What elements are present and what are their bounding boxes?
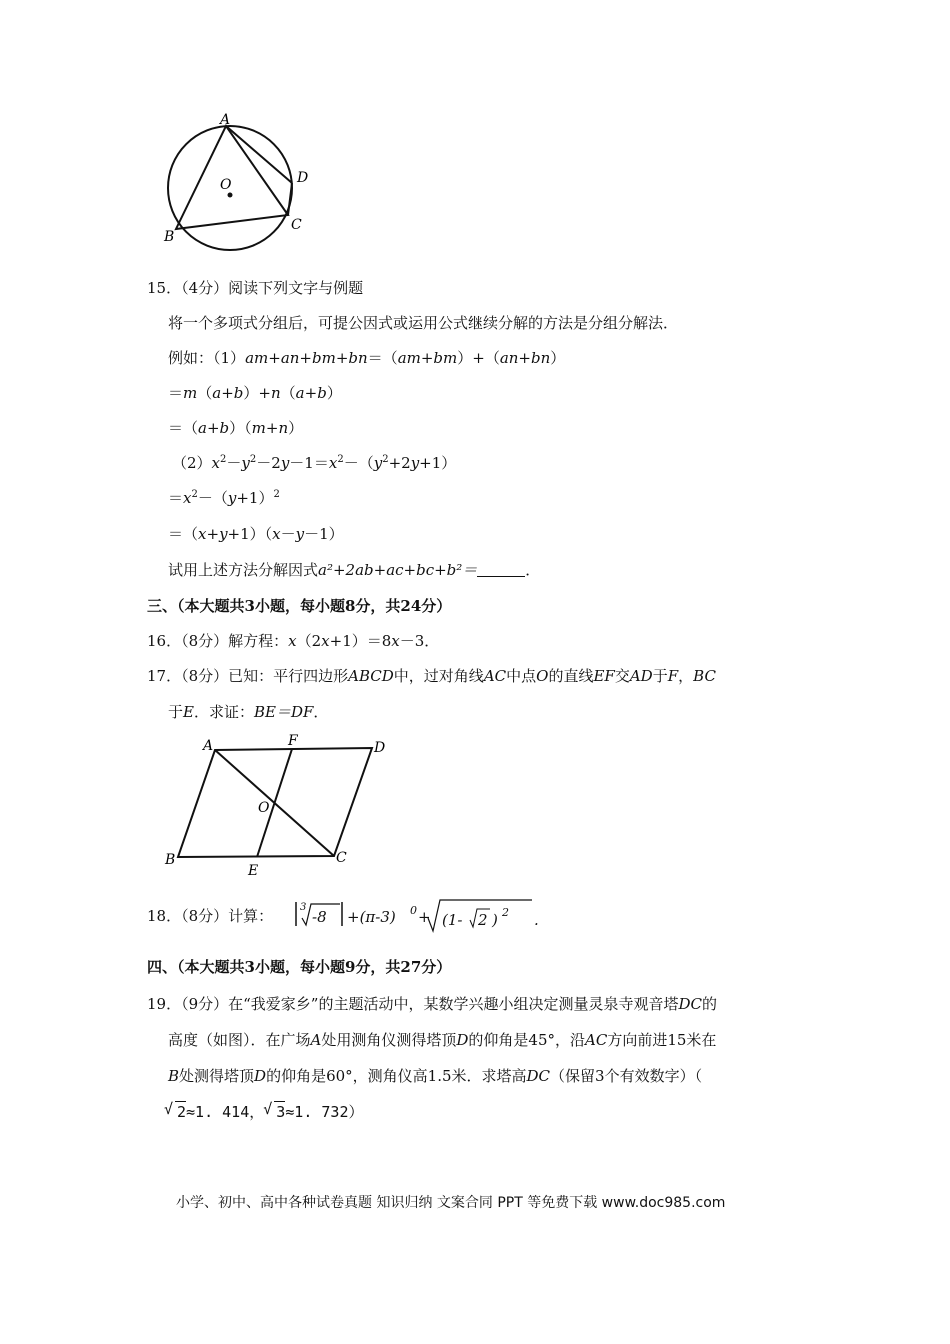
q17-number: 17． xyxy=(147,667,182,685)
q15-intro: 将一个多项式分组后，可提公因式或运用公式继续分解的方法是分组分解法． xyxy=(168,314,679,332)
q15-points: （4分） xyxy=(181,279,229,297)
svg-text:2: 2 xyxy=(478,911,488,929)
q17-proof: BE＝DF xyxy=(253,703,314,721)
q17-points: （8分） xyxy=(181,667,229,685)
fig17-label-c: C xyxy=(336,850,347,866)
q18-expression xyxy=(292,896,552,936)
q17-abcd: ABCD xyxy=(348,667,394,685)
q17-text-h: ．求证： xyxy=(193,703,254,721)
q19-points: （9分） xyxy=(181,995,229,1013)
q15-ask-expr: a²+2ab+ac+bc+b²＝ xyxy=(318,561,478,579)
q16-points: （8分） xyxy=(181,632,229,650)
q17-f: F xyxy=(667,667,679,685)
q15-ex1-group1: am+bm xyxy=(397,349,458,367)
fig14-label-o: O xyxy=(220,177,232,193)
q19-text-2d: 方向前进15米在 xyxy=(607,1031,717,1049)
q19-d: D xyxy=(456,1031,469,1049)
svg-text:+: + xyxy=(418,908,431,926)
q17-line2 xyxy=(168,702,328,722)
fig17-label-o: O xyxy=(258,800,270,816)
q17-ef: EF xyxy=(593,667,615,685)
q15-example-prefix: 例如： xyxy=(168,349,214,367)
q17-o: O xyxy=(536,667,549,685)
q17-ad: AD xyxy=(629,667,653,685)
q15-example-1-step3: ＝（a+b）（m+n） xyxy=(168,419,304,437)
section4-title: 四、（本大题共3小题，每小题9分，共27分） xyxy=(147,958,452,976)
q17-e: E xyxy=(183,703,194,721)
q18 xyxy=(147,906,273,926)
q15-ex2-label: （2） xyxy=(172,454,212,472)
q15-example-2-step2: $=x^2-(y+1)^2$ xyxy=(168,489,280,507)
q19-text-1-end: 的 xyxy=(702,995,718,1013)
q19-line2 xyxy=(168,1030,716,1050)
svg-text:2: 2 xyxy=(502,906,509,919)
q19-ac: AC xyxy=(585,1031,608,1049)
q15-example-2: $(2)x^2-y^2-2y-1=x^2-(y^2+2y+1)$ xyxy=(172,454,457,472)
q15-ex1-term-am: am xyxy=(245,349,269,367)
q18-number: 18． xyxy=(147,907,182,925)
q15-ex1-term-bm: bm xyxy=(312,349,336,367)
circle-triangle-figure xyxy=(160,110,320,260)
q15-ask-end: ． xyxy=(525,561,541,579)
q15-ask-text: 试用上述方法分解因式 xyxy=(168,561,319,579)
q19-approx-2: ≈1. 732） xyxy=(285,1103,364,1121)
q17-text-a: 已知：平行四边形 xyxy=(228,667,349,685)
q17-ac: AC xyxy=(483,667,507,685)
answer-blank[interactable] xyxy=(477,562,525,577)
sqrt-3: √ 3 xyxy=(263,1100,286,1121)
q15-ask xyxy=(168,560,540,580)
q15-example-1: 例如：（1）am+an+bm+bn＝（am+bm）+（an+bn） xyxy=(168,349,566,367)
sqrt-2-value: 2 xyxy=(177,1103,187,1121)
svg-text:.: . xyxy=(534,911,539,929)
svg-text:+(π-3): +(π-3) xyxy=(347,908,396,926)
q15-example-2-step3: ＝（x+y+1）（x－y－1） xyxy=(168,525,344,543)
q15-title: 阅读下列文字与例题 xyxy=(228,279,364,297)
q17-period: ． xyxy=(313,703,329,721)
q19-text-3c: （保留3个有效数字）（ xyxy=(550,1067,703,1085)
fig14-label-c: C xyxy=(291,217,302,233)
q16-number: 16． xyxy=(147,632,182,650)
q19-text-3a: 处测得塔顶 xyxy=(179,1067,255,1085)
q19-text-2c: 的仰角是45°，沿 xyxy=(468,1031,585,1049)
sqrt-3-value: 3 xyxy=(276,1103,286,1121)
q17-text-f: 于 xyxy=(652,667,668,685)
fig17-label-e: E xyxy=(248,863,259,879)
q19-line1 xyxy=(147,994,717,1014)
q19-dc-2: DC xyxy=(526,1067,551,1085)
q19-dc: DC xyxy=(678,995,702,1013)
q18-prefix: 计算： xyxy=(228,907,274,925)
page-footer: 小学、初中、高中各种试卷真题 知识归纳 文案合同 PPT 等免费下载 www.doc985.com xyxy=(176,1195,726,1211)
q16: 16．（8分）解方程：x（2x+1）＝8x－3． xyxy=(147,632,440,650)
q15-example-1-step2: ＝m（a+b）+n（a+b） xyxy=(168,384,342,402)
q17-text-e: 交 xyxy=(614,667,630,685)
fig17-label-a: A xyxy=(203,738,214,754)
q19-approx-1: ≈1. 414， xyxy=(186,1103,265,1121)
sqrt-2: √ 2 xyxy=(164,1100,187,1121)
q19-line4 xyxy=(165,1101,364,1122)
q19-text-1: 在“我爱家乡”的主题活动中，某数学兴趣小组决定测量灵泉寺观音塔 xyxy=(228,995,679,1013)
q19-text-2a: 高度（如图）．在广场 xyxy=(168,1031,311,1049)
fig17-label-b: B xyxy=(165,852,176,868)
q15-ex1-group2: an+bn xyxy=(499,349,551,367)
q16-prefix: 解方程： xyxy=(228,632,289,650)
q18-points: （8分） xyxy=(181,907,229,925)
q19-line3 xyxy=(168,1066,702,1086)
q17-text-d: 的直线 xyxy=(548,667,594,685)
svg-text:(1-: (1- xyxy=(442,911,463,929)
q15-heading xyxy=(147,278,363,298)
q15-ex1-term-bn: bn xyxy=(348,349,368,367)
svg-text:0: 0 xyxy=(410,904,417,917)
q19-text-2b: 处用测角仪测得塔顶 xyxy=(321,1031,457,1049)
q15-number: 15． xyxy=(147,279,182,297)
q17-text-g: 于 xyxy=(168,703,184,721)
q17-text-b: 中，过对角线 xyxy=(393,667,484,685)
fig14-label-a: A xyxy=(220,112,231,128)
q15-ex1-label: （1） xyxy=(213,349,246,367)
fig14-label-b: B xyxy=(164,229,175,245)
svg-text:): ) xyxy=(492,911,498,929)
fig17-label-d: D xyxy=(374,740,386,756)
q19-number: 19． xyxy=(147,995,182,1013)
q19-text-3b: 的仰角是60°，测角仪高1.5米．求塔高 xyxy=(266,1067,527,1085)
svg-text:-8: -8 xyxy=(312,908,327,926)
q19-d-2: D xyxy=(254,1067,267,1085)
q15-ex1-term-an: an xyxy=(280,349,300,367)
q19-a: A xyxy=(310,1031,322,1049)
q17-bc: BC xyxy=(693,667,716,685)
parallelogram-figure xyxy=(160,730,400,880)
section3-title: 三、（本大题共3小题，每小题8分，共24分） xyxy=(147,597,452,615)
q17-line1: 17．（8分）已知：平行四边形ABCD中，过对角线AC中点O的直线EF交AD于F，BC xyxy=(147,667,716,685)
q19-b: B xyxy=(168,1067,180,1085)
svg-text:3: 3 xyxy=(300,902,307,913)
fig17-label-f: F xyxy=(288,733,298,749)
fig14-label-d: D xyxy=(297,170,309,186)
q17-text-c: 中点 xyxy=(506,667,537,685)
